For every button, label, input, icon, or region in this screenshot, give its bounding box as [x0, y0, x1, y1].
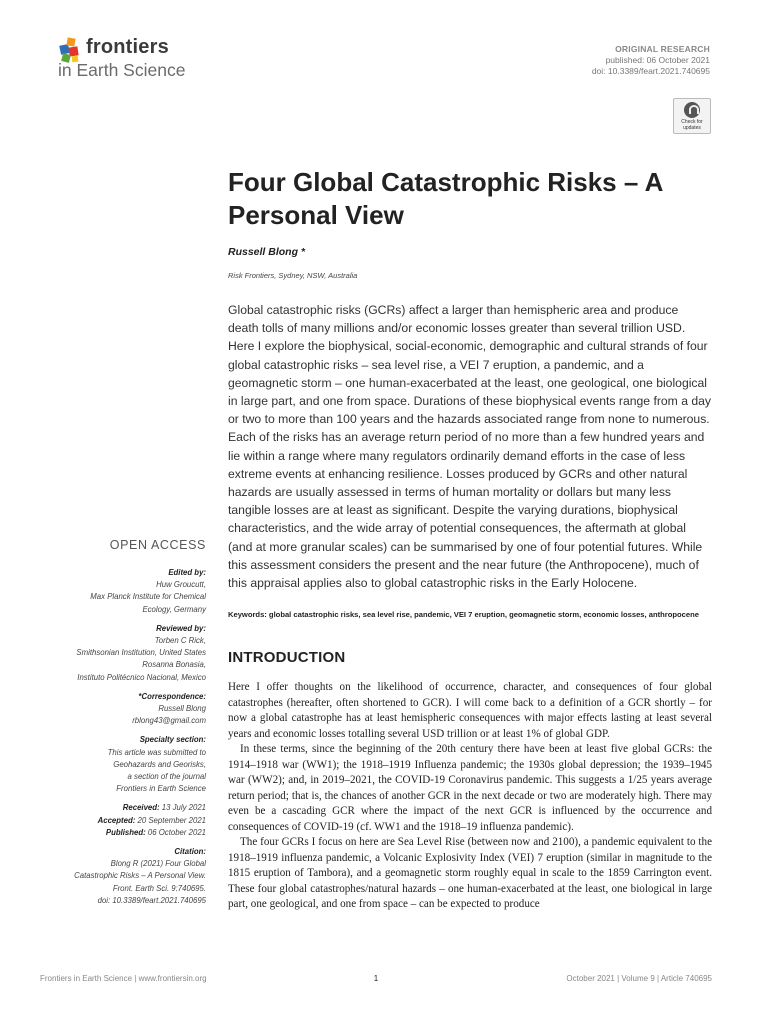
published-date: published: 06 October 2021: [605, 55, 710, 65]
correspondence-label: *Correspondence:: [138, 691, 206, 701]
accepted-date: 20 September 2021: [137, 815, 206, 825]
citation-line: Catastrophic Risks – A Personal View.: [74, 871, 206, 881]
paragraph: In these terms, since the beginning of the 20th century there have been at least five global GCRs: the 1914–1918 war (WW1); the 1918–1919 Influenza pandemic; the 1930s global depression; the 1939–1945 war (WW2); and, in 2019–2021, the COVID-19 Coronavirus pandemic. This suggests a 1/25 years average return period; that is, the chances of another GCR in the next decade or two are moderately high. There may even be a cascading GCR where the impact of the next GCR is influenced by the occurrence and consequences of COVID-19 (cf. WW1 and the 1918–19 influenza pandemic).: [228, 743, 712, 833]
bookmark-icon: [684, 102, 700, 118]
author-affiliation: Risk Frontiers, Sydney, NSW, Australia: [228, 271, 358, 280]
page-number: 1: [373, 974, 379, 983]
open-access-label: OPEN ACCESS: [109, 538, 206, 552]
citation-line: Blong R (2021) Four Global: [110, 859, 206, 869]
editor-line: Huw Groucutt,: [156, 580, 206, 590]
paragraph: The four GCRs I focus on here are Sea Level Rise (between now and 2100), a pandemic equivalent to the 1918–1919 influenza pandemic, a Volcanic Explosivity Index (VEI) 7 eruption (similar in magnitude to the 1815 eruption of Tambora), and a geomagnetic storm roughly equal in scale to the 1859 Carrington event. These four global catastrophes/natural hazards – one human-exacerbated at the least, one biological in large part, one geological, and one from space – can be expected to produce: [228, 836, 712, 910]
dates-block: [40, 802, 206, 839]
doi[interactable]: doi: 10.3389/feart.2021.740695: [591, 66, 710, 76]
check-updates-label: Check for updates: [681, 119, 703, 131]
published-label: Published:: [105, 827, 146, 837]
brand-journal: in Earth Science: [58, 60, 186, 80]
author-name[interactable]: Russell Blong *: [228, 246, 306, 258]
edited-by-label: Edited by:: [168, 568, 206, 577]
specialty-block: [40, 734, 206, 795]
article-type: ORIGINAL RESEARCH: [615, 44, 710, 54]
paragraph: Here I offer thoughts on the likelihood of occurrence, character, and consequences of four global catastrophes (hereafter, often shortened to GCR). I will come back to a definition of a GCR shortly – for now a global catastrophe has at least hemispheric consequences with major effects lasting at least several years and economic losses totalling several USD trillion or at least 1% of global GDP.: [228, 681, 712, 740]
accepted-label: Accepted:: [97, 815, 136, 825]
article-meta-header: [592, 44, 710, 77]
received-label: Received:: [122, 803, 160, 813]
reviewer-line: Instituto Politécnico Nacional, Mexico: [77, 672, 206, 682]
section-heading: INTRODUCTION: [228, 649, 346, 666]
article-title: Four Global Catastrophic Risks – A Personal View: [228, 167, 663, 230]
abstract: Global catastrophic risks (GCRs) affect a larger than hemispheric area and produce death tolls of many millions and/or economic losses greater than several trillion USD. Here I explore the biophysical, social-economic, demographic and cultural strands of four global catastrophic risks – sea level rise, a VEI 7 eruption, a pandemic, and a geomagnetic storm – one human-exacerbated at the least, one geological, one biological in large part, and one from space. Durations of these biophysical events range from a day or two to more than 100 years and the hazards associated range from none to numerous. Each of the risks has an average return period of no more than a few hundred years and lie within a range where many regulators ordinarily demand efforts in the case of less extreme events at enhancing resilience. Losses produced by GCRs and other natural hazards are usually assessed in terms of human mortality or dollars but many less tangible losses are at least as significant. Despite the varying durations, biophysical characteristics, and the wide array of potential consequences, the aftermath at global (and at more granular scales) can be summarised by one of four potential futures. While this assessment considers the present and the near future (the Anthropocene), much of this appraisal applies also to global catastrophic risks in the Early Holocene.: [228, 303, 712, 591]
edited-by-block: [40, 567, 206, 616]
body-text: [228, 680, 712, 913]
editor-line: Ecology, Germany: [142, 604, 206, 614]
specialty-label: Specialty section:: [139, 735, 206, 745]
reviewer-line: Rosanna Bonasia,: [142, 660, 206, 670]
accepted-line: [40, 815, 206, 827]
reviewed-by-block: [40, 623, 206, 684]
received-line: [40, 802, 206, 814]
specialty-line: This article was submitted to: [107, 747, 206, 757]
published-line: [40, 827, 206, 839]
specialty-line: a section of the journal: [127, 772, 206, 782]
citation-label: Citation:: [174, 847, 206, 857]
received-date: 13 July 2021: [161, 803, 206, 813]
reviewed-by-label: Reviewed by:: [156, 623, 206, 633]
reviewer-line: Torben C Rick,: [154, 636, 206, 646]
specialty-line: Frontiers in Earth Science: [116, 784, 206, 794]
correspondence-name: Russell Blong: [158, 704, 206, 714]
brand-name: frontiers: [86, 36, 169, 58]
footer-issue-info: October 2021 | Volume 9 | Article 740695: [566, 974, 712, 983]
citation-doi[interactable]: doi: 10.3389/feart.2021.740695: [97, 895, 206, 905]
footer-journal-link[interactable]: Frontiers in Earth Science | www.frontiersin.org: [40, 974, 207, 983]
correspondence-email[interactable]: rblong43@gmail.com: [132, 716, 206, 726]
citation-line: Front. Earth Sci. 9:740695.: [112, 883, 206, 893]
journal-logo: [58, 34, 248, 84]
specialty-line: Geohazards and Georisks,: [113, 759, 206, 769]
published-date-sidebar: 06 October 2021: [147, 827, 206, 837]
editor-line: Max Planck Institute for Chemical: [90, 592, 206, 602]
citation-block: [40, 846, 206, 907]
keywords: Keywords: global catastrophic risks, sea level rise, pandemic, VEI 7 eruption, geomagnetic storm, economic losses, anthropocene: [228, 610, 699, 619]
check-for-updates-badge[interactable]: [673, 98, 711, 134]
reviewer-line: Smithsonian Institution, United States: [76, 648, 206, 658]
correspondence-block: [40, 691, 206, 728]
article-info-sidebar: [40, 567, 206, 914]
